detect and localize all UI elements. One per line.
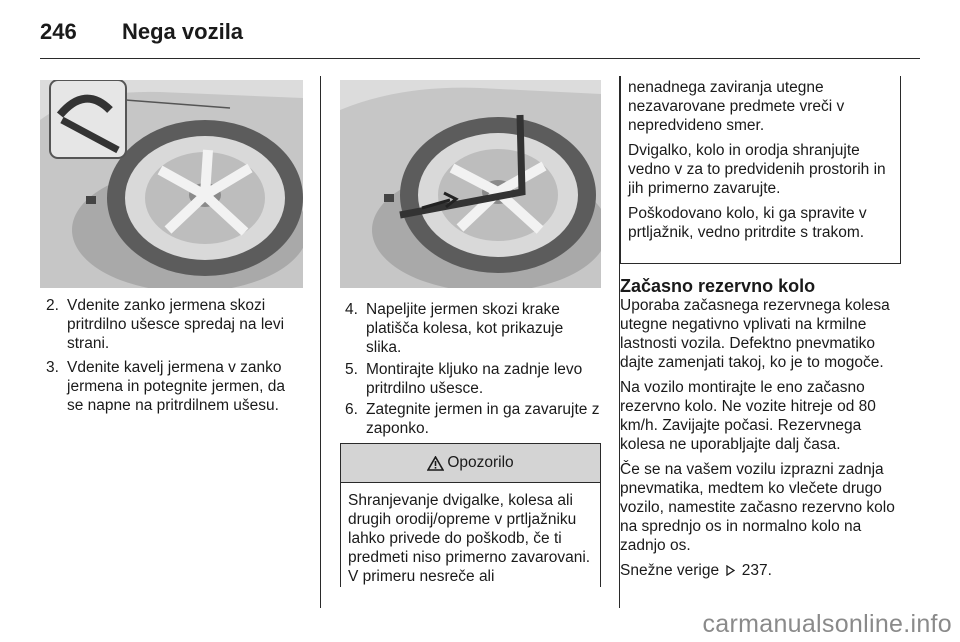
step-2 <box>46 296 296 353</box>
step-text: Vdenite zanko jermena skozi pritrdilno ušesce spredaj na levi strani. <box>67 297 285 352</box>
figure-strap-through-spokes <box>340 80 601 288</box>
warning-continued-paragraph: nenadnega zaviranja utegne nezavarovane predmete vreči v nepredvideno smer. <box>628 79 845 134</box>
step-5 <box>345 360 595 398</box>
step-3 <box>46 358 298 415</box>
page-title: Nega vozila <box>122 19 244 44</box>
step-number: 4. <box>345 301 358 318</box>
step-number: 6. <box>345 401 358 418</box>
crossref-text: Snežne verige <box>620 562 720 579</box>
section-temporary-spare <box>620 276 905 586</box>
warning-continued-paragraph: Poškodovano kolo, ki ga spravite v prtljažnik, vedno pritrdite s trakom. <box>628 205 867 241</box>
crossref-line <box>620 561 905 580</box>
step-number: 5. <box>345 361 358 378</box>
crossref-page-link[interactable]: 237. <box>741 562 772 579</box>
figure-spare-wheel-loop <box>40 80 303 288</box>
warning-box-continued <box>620 76 901 264</box>
step-text: Vdenite kavelj jermena v zanko jermena in potegnite jermen, da se napne na pritrdilnem ušesu. <box>67 359 285 414</box>
column-divider-left <box>320 76 321 608</box>
page-number: 246 <box>40 19 77 44</box>
warning-title: Opozorilo <box>447 454 514 471</box>
warning-triangle-icon <box>427 456 444 471</box>
step-text: Zategnite jermen in ga zavarujte z zaponko. <box>366 401 600 437</box>
page-reference-arrow-icon <box>726 565 735 576</box>
section-heading: Začasno rezervno kolo <box>620 276 816 296</box>
section-paragraph: Uporaba začasnega rezervnega kolesa utegne negativno vplivati na krmilne lastnosti vozila. Defektno pnevmatiko dajte zamenjati takoj, ko je to mogoče. <box>620 297 890 371</box>
page-header <box>40 14 243 50</box>
spare-wheel-illustration <box>40 80 303 288</box>
section-paragraph: Če se na vašem vozilu izprazni zadnja pnevmatika, medtem ko vlečete drugo vozilo, namestite začasno rezervno kolo na sprednjo os in normalno kolo na zadnjo os. <box>620 461 895 554</box>
section-paragraph: Na vozilo montirajte le eno začasno rezervno kolo. Ne vozite hitreje od 80 km/h. Zavijajte počasi. Rezervnega kolesa ne uporabljajte dalj časa. <box>620 379 876 453</box>
step-6 <box>345 400 613 438</box>
step-number: 3. <box>46 359 59 376</box>
warning-text: Shranjevanje dvigalke, kolesa ali drugih orodij/opreme v prtljažniku lahko privede do poškodb, če ti predmeti niso primerno zavarovani. V primeru nesreče ali <box>348 492 591 585</box>
warning-box <box>340 443 601 587</box>
strap-wheel-illustration <box>340 80 601 288</box>
warning-continued-paragraph: Dvigalko, kolo in orodja shranjujte vedno v za to predvidenih prostorih in jih primerno zavarujte. <box>628 142 886 197</box>
header-rule <box>40 58 920 59</box>
step-text: Napeljite jermen skozi krake platišča kolesa, kot prikazuje slika. <box>366 301 564 356</box>
watermark: carmanualsonline.info <box>702 610 952 638</box>
warning-header <box>341 444 600 483</box>
step-text: Montirajte kljuko na zadnje levo pritrdilno ušesce. <box>366 361 583 397</box>
step-4 <box>345 300 585 357</box>
step-number: 2. <box>46 297 59 314</box>
